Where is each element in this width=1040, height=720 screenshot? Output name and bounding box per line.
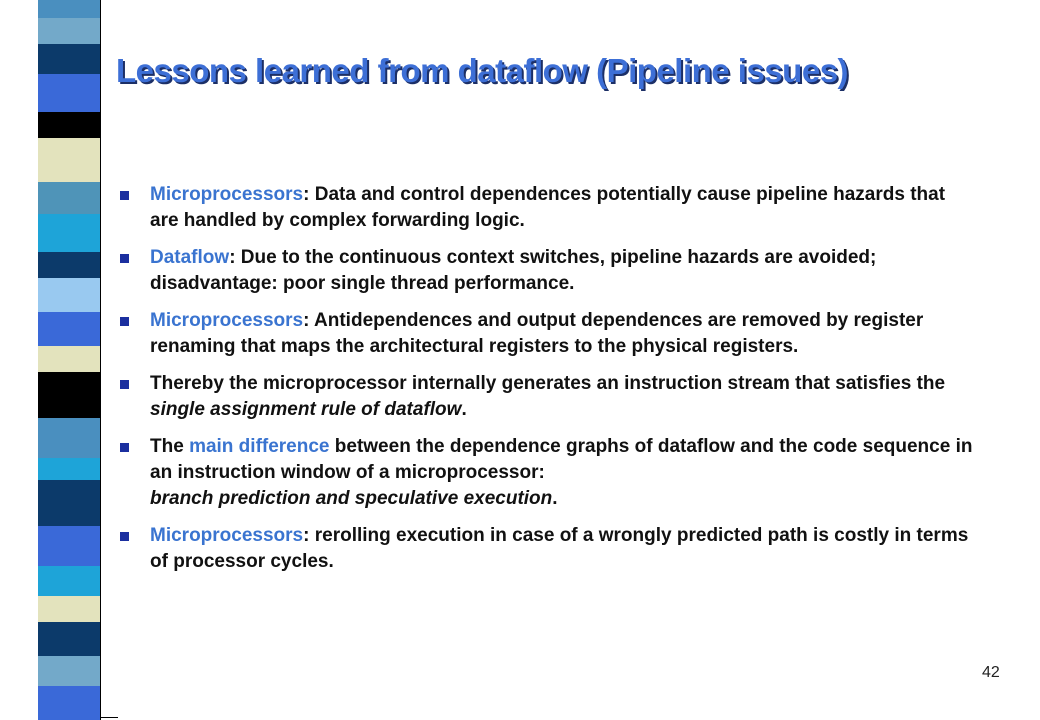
- list-item: [118, 371, 978, 423]
- bullet-highlight: main difference: [189, 436, 330, 457]
- bullet-text: : Antidependences and output dependences are removed by register renaming that maps the architectural registers to the physical registers.: [150, 310, 924, 357]
- bullet-text: : Due to the continuous context switches, pipeline hazards are avoided; disadvantage: poor single thread performance.: [150, 247, 877, 294]
- bullet-lead: Microprocessors: [150, 184, 304, 205]
- square-bullet-icon: [120, 532, 129, 541]
- square-bullet-icon: [120, 254, 129, 263]
- bullet-tail: .: [552, 488, 558, 509]
- list-item: [118, 434, 978, 512]
- bullet-italic: branch prediction and speculative execution: [150, 488, 553, 509]
- decorative-stripe: [0, 0, 118, 720]
- bullet-lead: Dataflow: [150, 247, 230, 268]
- bullet-tail: .: [461, 399, 467, 420]
- list-item: [118, 245, 978, 297]
- bullet-italic: single assignment rule of dataflow: [150, 399, 462, 420]
- page-number: 42: [982, 664, 1000, 681]
- square-bullet-icon: [120, 191, 129, 200]
- bullet-text: Thereby the microprocessor internally generates an instruction stream that satisfies the: [150, 373, 946, 394]
- bullet-lead: Microprocessors: [150, 310, 304, 331]
- square-bullet-icon: [120, 317, 129, 326]
- list-item: [118, 308, 978, 360]
- list-item: [118, 182, 978, 234]
- square-bullet-icon: [120, 443, 129, 452]
- list-item: [118, 523, 978, 575]
- bullet-list: [118, 182, 978, 586]
- square-bullet-icon: [120, 380, 129, 389]
- bullet-lead: Microprocessors: [150, 525, 304, 546]
- slide-title: Lessons learned from dataflow (Pipeline issues): [116, 52, 849, 89]
- bullet-text: between the dependence graphs of dataflow and the code sequence in an instruction window of a microprocessor:: [150, 436, 973, 483]
- bullet-pre: The: [150, 436, 190, 457]
- bullet-text: : Data and control dependences potentially cause pipeline hazards that are handled by complex forwarding logic.: [150, 184, 946, 231]
- bullet-text: : rerolling execution in case of a wrongly predicted path is costly in terms of processor cycles.: [150, 525, 969, 572]
